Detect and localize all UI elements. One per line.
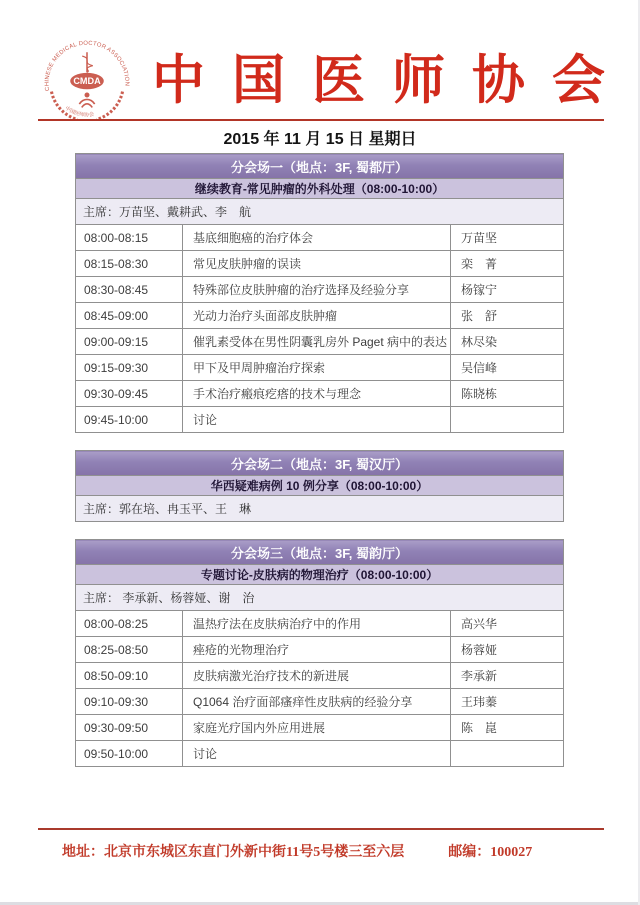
topic-cell: 温热疗法在皮肤病治疗中的作用 — [183, 611, 451, 637]
speaker-cell: 陈晓栋 — [451, 381, 564, 407]
session-table-1 — [75, 153, 564, 433]
cmda-logo-icon — [36, 34, 138, 130]
session-chairs: 主席：郭在培、冉玉平、王 琳 — [76, 496, 564, 522]
time-cell: 09:30-09:45 — [76, 381, 183, 407]
speaker-cell — [451, 407, 564, 433]
speaker-cell: 万苗坚 — [451, 225, 564, 251]
time-cell: 08:50-09:10 — [76, 663, 183, 689]
table-row — [76, 251, 564, 277]
speaker-cell: 杨镓宁 — [451, 277, 564, 303]
topic-cell: 家庭光疗国内外应用进展 — [183, 715, 451, 741]
table-row — [76, 715, 564, 741]
time-cell: 09:45-10:00 — [76, 407, 183, 433]
time-cell: 08:25-08:50 — [76, 637, 183, 663]
postcode-label: 邮编： — [448, 845, 491, 860]
header-divider — [38, 119, 604, 121]
session-table-3 — [75, 539, 564, 767]
topic-cell: 手术治疗瘢痕疙瘩的技术与理念 — [183, 381, 451, 407]
session-subtitle: 专题讨论-皮肤病的物理治疗（08:00-10:00） — [76, 565, 564, 585]
footer — [62, 841, 602, 861]
time-cell: 09:30-09:50 — [76, 715, 183, 741]
session-chairs: 主席： 李承新、杨蓉娅、谢 治 — [76, 585, 564, 611]
topic-cell: 讨论 — [183, 741, 451, 767]
speaker-cell: 林尽染 — [451, 329, 564, 355]
topic-cell: 常见皮肤肿瘤的误读 — [183, 251, 451, 277]
speaker-cell: 高兴华 — [451, 611, 564, 637]
logo-abbr: CMDA — [73, 76, 101, 87]
address-value: 北京市东城区东直门外新中街11号5号楼三至六层 — [104, 845, 405, 860]
topic-cell: 基底细胞癌的治疗体会 — [183, 225, 451, 251]
table-row — [76, 407, 564, 433]
session-subtitle: 继续教育-常见肿瘤的外科处理（08:00-10:00） — [76, 179, 564, 199]
speaker-cell: 栾 菁 — [451, 251, 564, 277]
speaker-cell: 张 舒 — [451, 303, 564, 329]
svg-text:中国医师协会 — [64, 104, 95, 119]
address-label: 地址： — [62, 845, 104, 860]
topic-cell: 催乳素受体在男性阴囊乳房外 Paget 病中的表达 — [183, 329, 451, 355]
table-row — [76, 355, 564, 381]
topic-cell: 光动力治疗头面部皮肤肿瘤 — [183, 303, 451, 329]
speaker-cell: 杨蓉娅 — [451, 637, 564, 663]
session-title: 分会场二（地点：3F, 蜀汉厅） — [76, 451, 564, 476]
table-row — [76, 381, 564, 407]
time-cell: 08:00-08:25 — [76, 611, 183, 637]
time-cell: 08:45-09:00 — [76, 303, 183, 329]
session-title: 分会场一（地点：3F, 蜀都厅） — [76, 154, 564, 179]
speaker-cell — [451, 741, 564, 767]
table-row — [76, 303, 564, 329]
table-row — [76, 663, 564, 689]
session-table-2 — [75, 450, 564, 522]
topic-cell: 讨论 — [183, 407, 451, 433]
time-cell: 09:10-09:30 — [76, 689, 183, 715]
session-chairs: 主席：万苗坚、戴耕武、李 航 — [76, 199, 564, 225]
topic-cell: 甲下及甲周肿瘤治疗探索 — [183, 355, 451, 381]
speaker-cell: 吴信峰 — [451, 355, 564, 381]
footer-divider — [38, 828, 604, 830]
table-row — [76, 277, 564, 303]
table-row — [76, 741, 564, 767]
time-cell: 08:15-08:30 — [76, 251, 183, 277]
time-cell: 09:00-09:15 — [76, 329, 183, 355]
time-cell: 09:15-09:30 — [76, 355, 183, 381]
topic-cell: Q1064 治疗面部瘙痒性皮肤病的经验分享 — [183, 689, 451, 715]
session-subtitle: 华西疑难病例 10 例分享（08:00-10:00） — [76, 476, 564, 496]
table-row — [76, 611, 564, 637]
table-row — [76, 689, 564, 715]
table-row — [76, 637, 564, 663]
time-cell: 08:00-08:15 — [76, 225, 183, 251]
topic-cell: 皮肤病激光治疗技术的新进展 — [183, 663, 451, 689]
speaker-cell: 李承新 — [451, 663, 564, 689]
table-row — [76, 225, 564, 251]
session-title: 分会场三（地点：3F, 蜀韵厅） — [76, 540, 564, 565]
postcode-value: 100027 — [490, 845, 533, 860]
topic-cell: 痤疮的光物理治疗 — [183, 637, 451, 663]
time-cell: 08:30-08:45 — [76, 277, 183, 303]
time-cell: 09:50-10:00 — [76, 741, 183, 767]
logo-arc-text: CHINESE MEDICAL DOCTOR ASSOCIATION — [44, 40, 130, 92]
org-title: 中国医师协会 — [152, 52, 632, 110]
speaker-cell: 陈 崑 — [451, 715, 564, 741]
table-row — [76, 329, 564, 355]
logo-bottom-text: 中国医师协会 — [63, 105, 95, 119]
speaker-cell: 王玮蓁 — [451, 689, 564, 715]
topic-cell: 特殊部位皮肤肿瘤的治疗选择及经验分享 — [183, 277, 451, 303]
session-tables — [75, 153, 563, 767]
date-line: 2015 年 11 月 15 日 星期日 — [223, 131, 417, 148]
